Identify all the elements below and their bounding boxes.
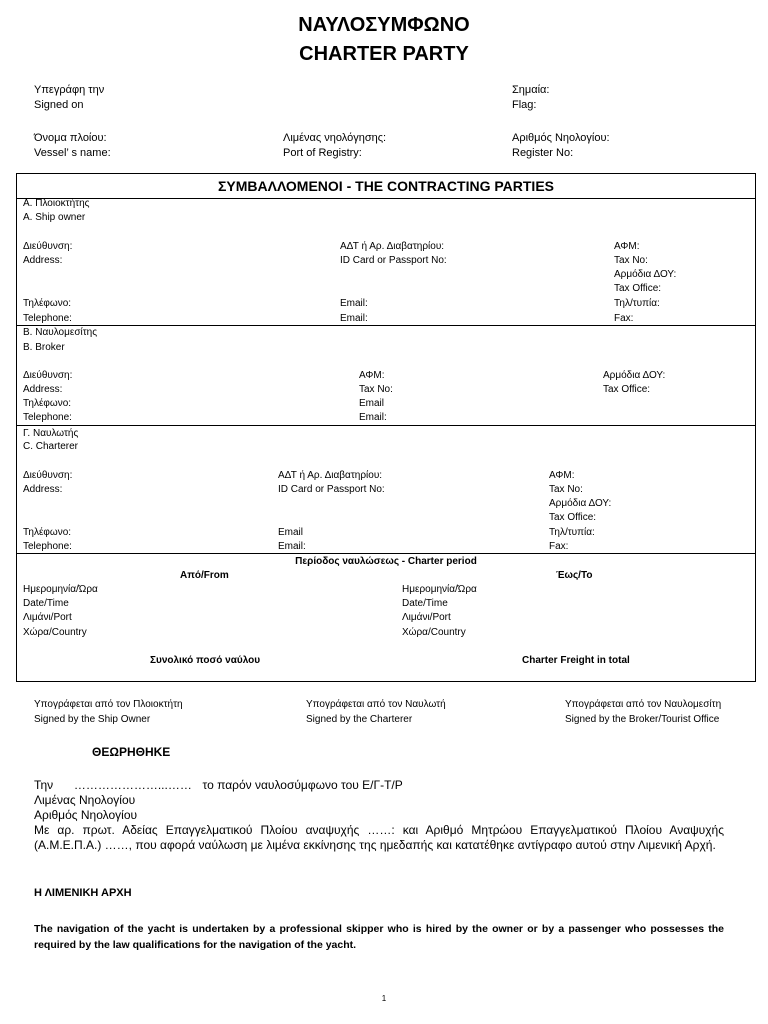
owner-email-label: Email: <box>340 298 368 309</box>
signature-broker-label-en: Signed by the Broker/Tourist Office <box>565 714 720 725</box>
owner-tax-office-label: Tax Office: <box>614 283 662 294</box>
from-date-label-gr: Ημερομηνία/Ώρα <box>23 584 98 595</box>
ship-owner-label-en: A. Ship owner <box>23 212 86 223</box>
from-country-label: Χώρα/Country <box>23 627 87 638</box>
charter-period-heading: Περίοδος ναυλώσεως - Charter period <box>295 556 477 567</box>
charterer-label-en: C. Charterer <box>23 441 79 452</box>
charterer-email-label-en: Email: <box>278 541 306 552</box>
broker-label-en: B. Broker <box>23 342 65 353</box>
charterer-label-gr: Γ. Ναυλωτής <box>23 428 79 439</box>
ship-owner-label-gr: Α. Πλοιοκτήτης <box>23 198 90 209</box>
from-port-label: Λιμάνι/Port <box>23 612 72 623</box>
approval-registry-port: Λιμένας Νηολογίου <box>34 793 136 807</box>
approved-heading: ΘΕΩΡΗΘΗΚΕ <box>92 745 171 759</box>
broker-address-label-en: Address: <box>23 384 63 395</box>
to-port-label: Λιμάνι/Port <box>402 612 451 623</box>
owner-fax-label-en: Fax: <box>614 313 634 324</box>
charterer-tax-office-label: Tax Office: <box>549 512 597 523</box>
charterer-fax-label-en: Fax: <box>549 541 569 552</box>
owner-email-label-en: Email: <box>340 313 368 324</box>
broker-email-label: Email <box>359 398 385 409</box>
total-freight-label-gr: Συνολικό ποσό ναύλου <box>150 655 261 666</box>
to-date-label-gr: Ημερομηνία/Ώρα <box>402 584 477 595</box>
signature-owner-label-en: Signed by the Ship Owner <box>34 714 151 725</box>
owner-address-label-en: Address: <box>23 255 63 266</box>
owner-phone-label-gr: Τηλέφωνο: <box>23 298 72 309</box>
charterer-id-label-gr: ΑΔΤ ή Αρ. Διαβατηρίου: <box>278 470 383 481</box>
signed-on-label-en: Signed on <box>34 99 84 111</box>
total-freight-label-en: Charter Freight in total <box>522 655 630 666</box>
contracting-parties-heading: ΣΥΜΒΑΛΛΟΜΕΝΟΙ - THE CONTRACTING PARTIES <box>218 178 554 194</box>
charterer-phone-label-gr: Τηλέφωνο: <box>23 527 72 538</box>
vessel-name-label-gr: Όνομα πλοίου: <box>34 132 107 144</box>
owner-id-label-en: ID Card or Passport No: <box>340 255 447 266</box>
broker-phone-label-en: Telephone: <box>23 412 72 423</box>
charterer-address-label-en: Address: <box>23 484 63 495</box>
broker-address-label-gr: Διεύθυνση: <box>23 370 73 381</box>
charterer-doy-label: Αρμόδια ΔΟΥ: <box>549 498 612 509</box>
approval-date-line <box>34 778 403 793</box>
owner-id-label-gr: ΑΔΤ ή Αρ. Διαβατηρίου: <box>340 241 445 252</box>
port-of-registry-label-en: Port of Registry: <box>283 147 362 159</box>
signature-charterer-label-en: Signed by the Charterer <box>306 714 413 725</box>
signature-owner-label-gr: Υπογράφεται από τον Πλοιοκτήτη <box>34 699 183 710</box>
charterer-phone-label-en: Telephone: <box>23 541 72 552</box>
charterer-fax-label-gr: Τηλ/τυπία: <box>549 527 595 538</box>
document-title-english: CHARTER PARTY <box>299 43 469 65</box>
navigation-note: The navigation of the yacht is undertaken by a professional skipper who is hired by the owner or by a passenger who possesses the required by the law qualifications for the navigation of the yacht. <box>34 923 724 951</box>
divider <box>16 198 756 199</box>
broker-phone-label-gr: Τηλέφωνο: <box>23 398 72 409</box>
signature-charterer-label-gr: Υπογράφεται από τον Ναυλωτή <box>306 699 446 710</box>
vessel-name-label-en: Vessel’ s name: <box>34 147 111 159</box>
divider <box>16 553 756 554</box>
charterer-afm-label: ΑΦΜ: <box>549 470 575 481</box>
document-title-greek: ΝΑΥΛΟΣΥΜΦΩΝΟ <box>298 14 470 36</box>
signature-broker-label-gr: Υπογράφεται από τον Ναυλομεσίτη <box>565 699 722 710</box>
period-to-label: Έως/To <box>556 570 593 581</box>
from-date-label-en: Date/Time <box>23 598 69 609</box>
port-authority-label: Η ΛΙΜΕΝΙΚΗ ΑΡΧΗ <box>34 887 132 899</box>
register-no-label-en: Register No: <box>512 147 574 159</box>
owner-fax-label-gr: Τηλ/τυπία: <box>614 298 660 309</box>
divider <box>16 425 756 426</box>
broker-afm-label: ΑΦΜ: <box>359 370 385 381</box>
divider <box>16 325 756 326</box>
approval-paragraph: Με αρ. πρωτ. Αδείας Επαγγελματικού Πλοίου αναψυχής ……: και Αριθμό Μητρώου Επαγγελματικού Πλοίου Αναψυχής (Α.Μ.Ε.Π.Α.) ……, που αφορά ναύλωση με λιμένα εκκίνησης της ημεδαπής και κατατέθηκε αντίγραφο αυτού στην Λιμενική Αρχή. <box>34 823 724 852</box>
broker-doy-label: Αρμόδια ΔΟΥ: <box>603 370 666 381</box>
charterer-address-label-gr: Διεύθυνση: <box>23 470 73 481</box>
charterer-id-label-en: ID Card or Passport No: <box>278 484 385 495</box>
broker-tax-office-label: Tax Office: <box>603 384 651 395</box>
approval-date-dots: …………………...…… <box>73 778 192 792</box>
charterer-email-label: Email <box>278 527 304 538</box>
approval-register-number: Αριθμός Νηολογίου <box>34 808 138 822</box>
page-number: 1 <box>381 994 387 1003</box>
owner-afm-label: ΑΦΜ: <box>614 241 640 252</box>
broker-label-gr: Β. Ναυλομεσίτης <box>23 327 98 338</box>
flag-label-gr: Σημαία: <box>512 84 550 96</box>
to-country-label: Χώρα/Country <box>402 627 466 638</box>
owner-doy-label: Αρμόδια ΔΟΥ: <box>614 269 677 280</box>
approval-date-prefix: Την <box>34 778 54 792</box>
port-of-registry-label-gr: Λιμένας νηολόγησης: <box>283 132 387 144</box>
broker-tax-no-label: Tax No: <box>359 384 393 395</box>
owner-phone-label-en: Telephone: <box>23 313 72 324</box>
period-from-label: Από/From <box>180 570 229 581</box>
to-date-label-en: Date/Time <box>402 598 448 609</box>
flag-label-en: Flag: <box>512 99 537 111</box>
broker-email-label-en: Email: <box>359 412 387 423</box>
register-no-label-gr: Αριθμός Νηολογίου: <box>512 132 610 144</box>
owner-address-label-gr: Διεύθυνση: <box>23 241 73 252</box>
signed-on-label-gr: Υπεγράφη την <box>34 84 105 96</box>
owner-tax-no-label: Tax No: <box>614 255 648 266</box>
charterer-tax-no-label: Tax No: <box>549 484 583 495</box>
approval-date-text: το παρόν ναυλοσύμφωνο του Ε/Γ-Τ/Ρ <box>202 778 403 792</box>
